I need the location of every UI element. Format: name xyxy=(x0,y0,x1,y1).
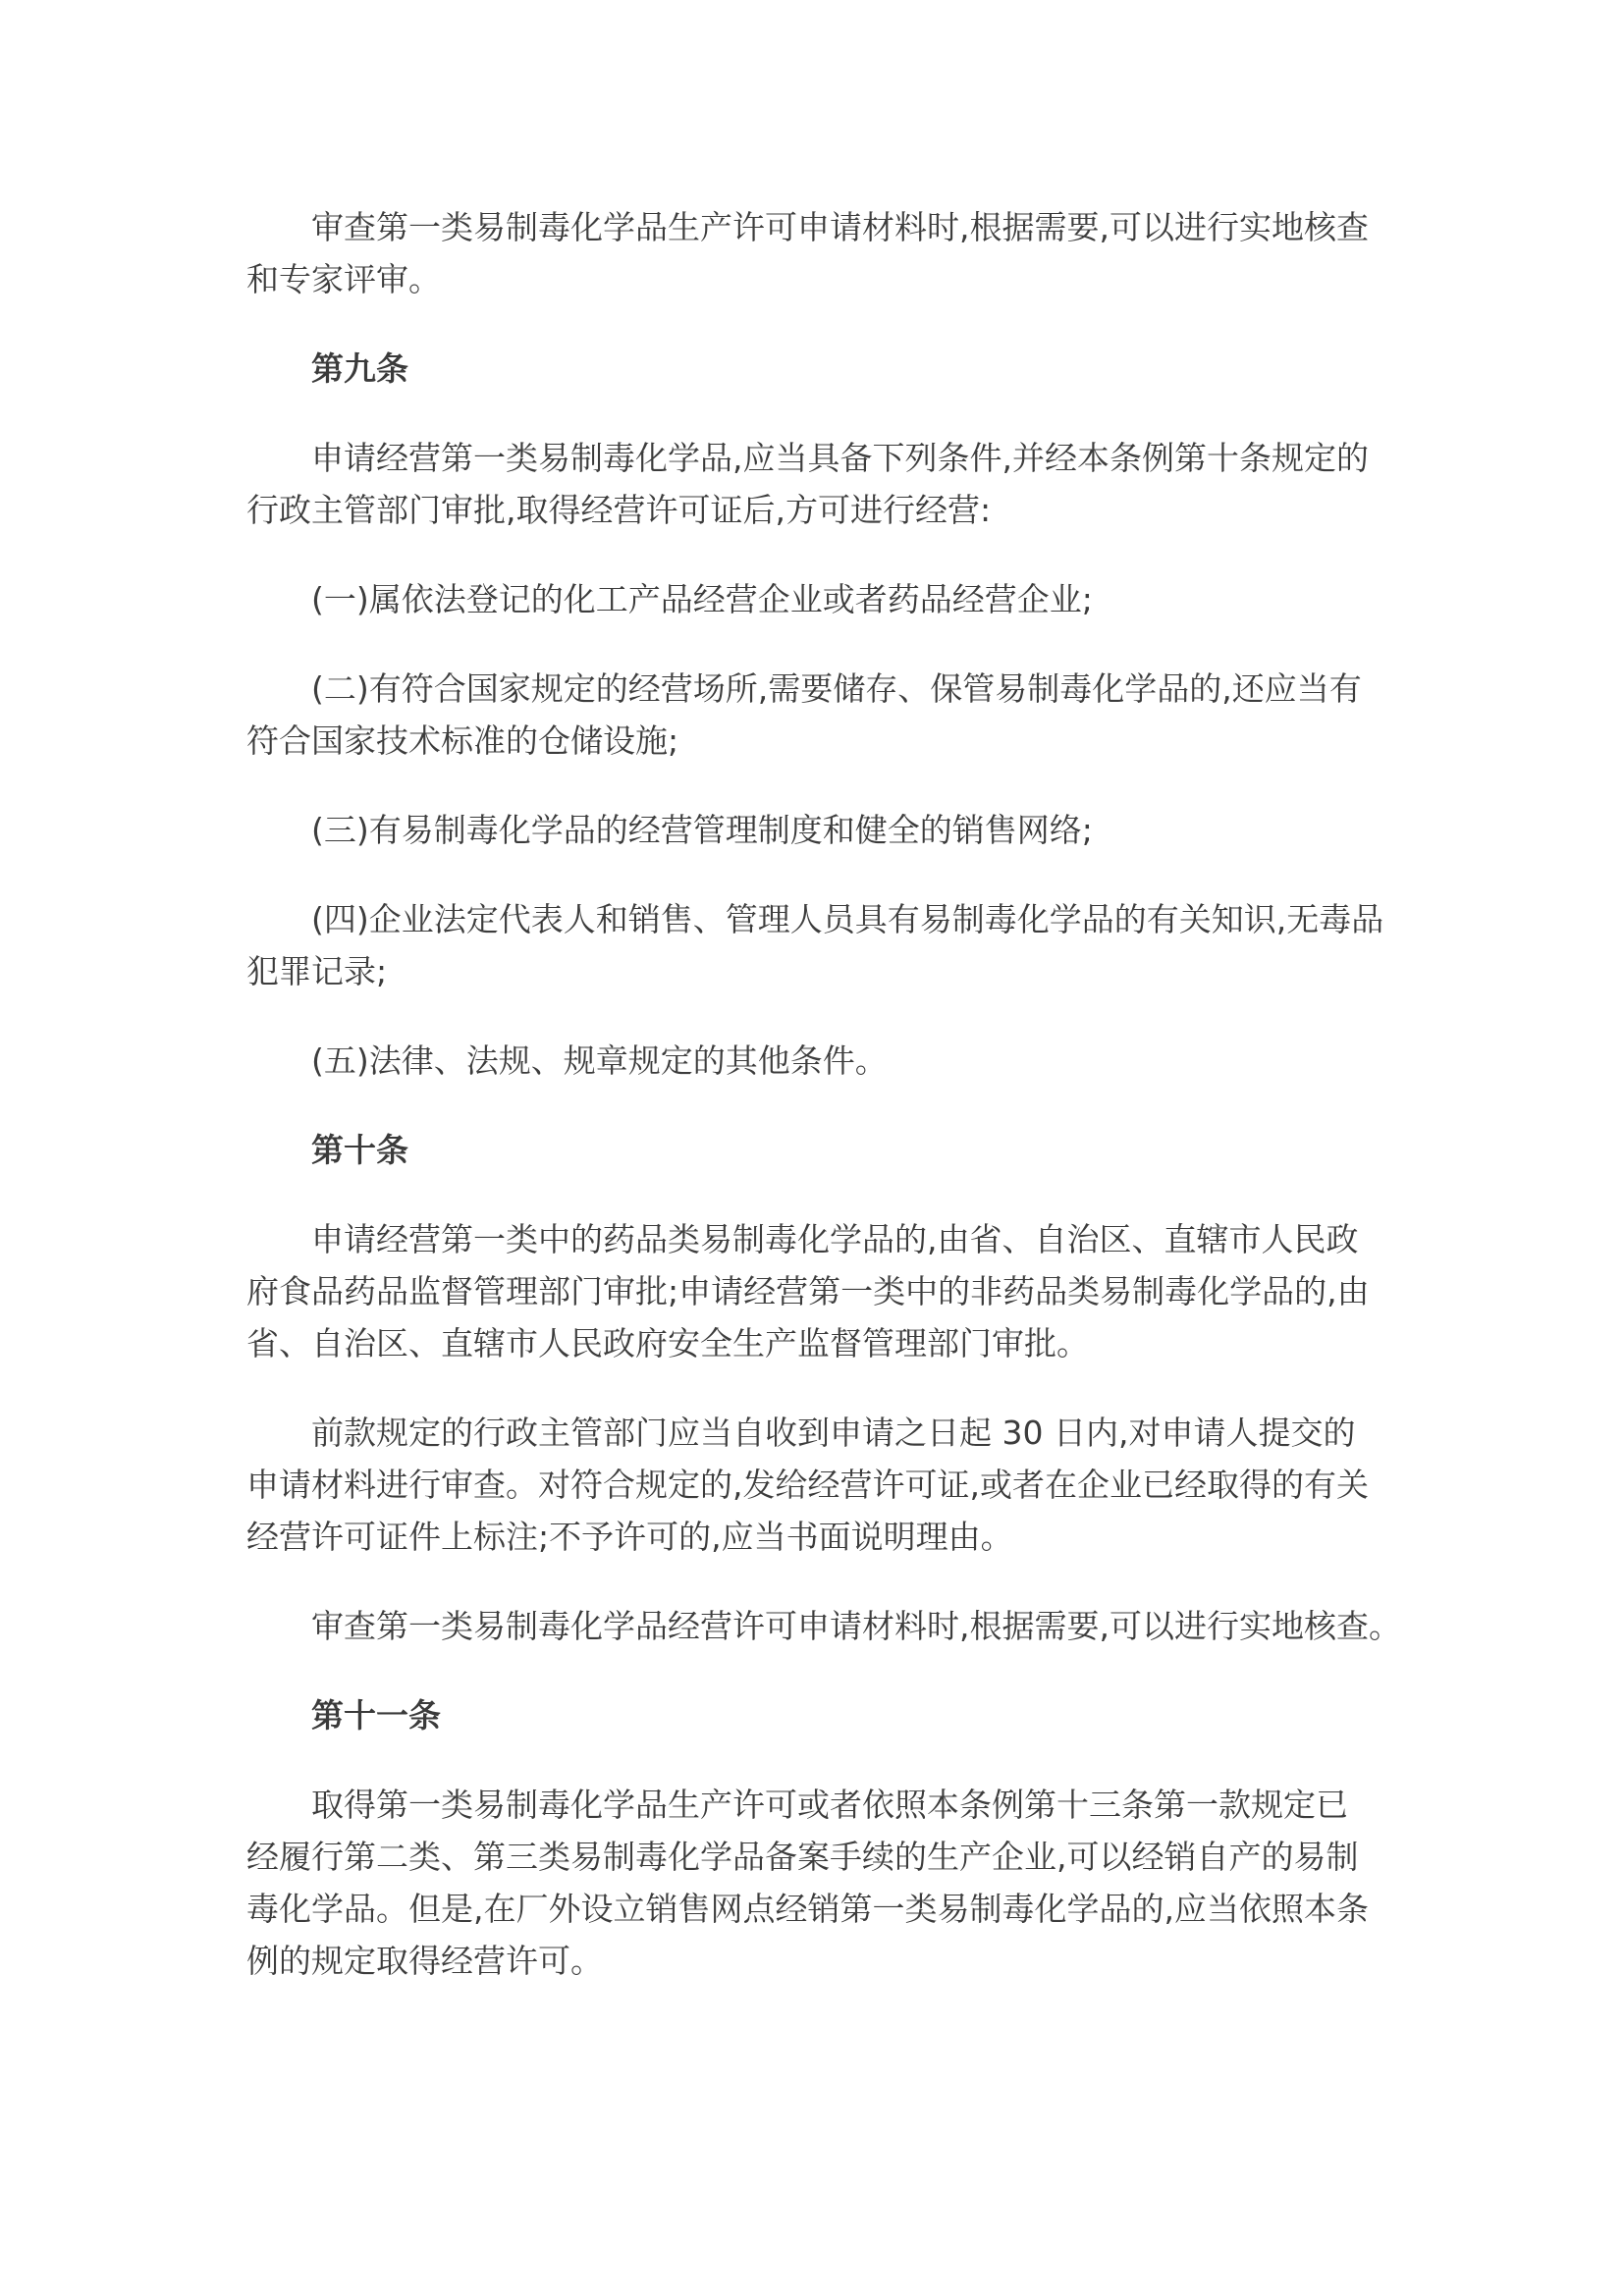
article-heading-10: 第十条 xyxy=(311,1131,408,1169)
paragraph-article-10-approval: 申请经营第一类中的药品类易制毒化学品的,由省、自治区、直辖市人民政 府食品药品监督管理部门审批;申请经营第一类中的非药品类易制毒化学品的,由 省、自治区、直辖市人民政府安全生产监督管理部门审批。 xyxy=(246,1220,1370,1362)
condition-item-2: (二)有符合国家规定的经营场所,需要储存、保管易制毒化学品的,还应当有 符合国家技术标准的仓储设施; xyxy=(246,669,1362,760)
paragraph-article-10-deadline: 前款规定的行政主管部门应当自收到申请之日起 30 日内,对申请人提交的 申请材料进行审查。对符合规定的,发给经营许可证,或者在企业已经取得的有关 经营许可证件上标注;不予许可的,应当书面说明理由。 xyxy=(246,1414,1369,1556)
paragraph-article-9-intro: 申请经营第一类易制毒化学品,应当具备下列条件,并经本条例第十条规定的 行政主管部门审批,取得经营许可证后,方可进行经营: xyxy=(246,439,1369,529)
paragraph-article-10-review: 审查第一类易制毒化学品经营许可申请材料时,根据需要,可以进行实地核查。 xyxy=(311,1607,1401,1645)
article-heading-11: 第十一条 xyxy=(311,1696,441,1735)
document-body xyxy=(246,201,1405,2024)
article-heading-9: 第九条 xyxy=(311,349,408,388)
condition-item-5: (五)法律、法规、规章规定的其他条件。 xyxy=(311,1041,888,1080)
condition-item-4: (四)企业法定代表人和销售、管理人员具有易制毒化学品的有关知识,无毒品 犯罪记录; xyxy=(246,900,1384,990)
condition-item-1: (一)属依法登记的化工产品经营企业或者药品经营企业; xyxy=(311,580,1093,618)
paragraph-production-review: 审查第一类易制毒化学品生产许可申请材料时,根据需要,可以进行实地核查 和专家评审。 xyxy=(246,208,1369,298)
condition-item-3: (三)有易制毒化学品的经营管理制度和健全的销售网络; xyxy=(311,811,1093,849)
paragraph-article-11: 取得第一类易制毒化学品生产许可或者依照本条例第十三条第一款规定已 经履行第二类、第三类易制毒化学品备案手续的生产企业,可以经销自产的易制 毒化学品。但是,在厂外设立销售网点经销第一类易制毒化学品的,应当依照本条 例的规定取得经营许可。 xyxy=(246,1786,1369,1980)
